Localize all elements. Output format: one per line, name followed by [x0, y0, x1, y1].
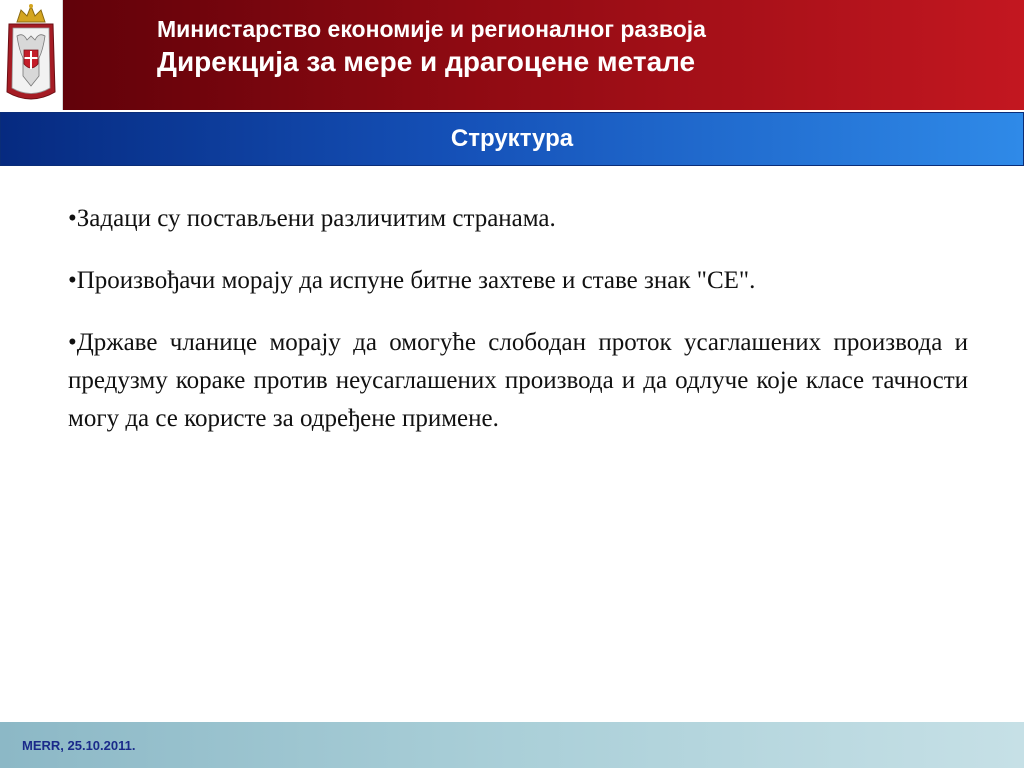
bullet-item: •Задаци су постављени различитим странама. — [68, 205, 556, 232]
section-title: Структура — [450, 125, 574, 152]
ministry-title: Министарство економије и регионалног развоја — [157, 16, 706, 42]
slide-body — [68, 200, 968, 462]
section-title-bar — [0, 112, 1024, 166]
footer-text: MERR, 25.10.2011. — [22, 738, 136, 753]
slide-header — [0, 0, 1024, 110]
serbian-coat-of-arms-icon — [3, 2, 59, 108]
bullet-item: •Произвођачи морају да испуне битне захтеве и ставе знак "CE". — [68, 267, 756, 294]
directorate-title: Дирекција за мере и драгоцене метале — [157, 46, 696, 77]
header-titles — [157, 14, 706, 80]
bullet-item: •Државе чланице морају да омогуће слободан проток усаглашених производа и предузму кораке против неусаглашених производа и да одлуче које класе тачности могу да се користе за одређене примене. — [68, 329, 968, 432]
crest-container — [0, 0, 63, 110]
slide-footer — [0, 722, 1024, 768]
